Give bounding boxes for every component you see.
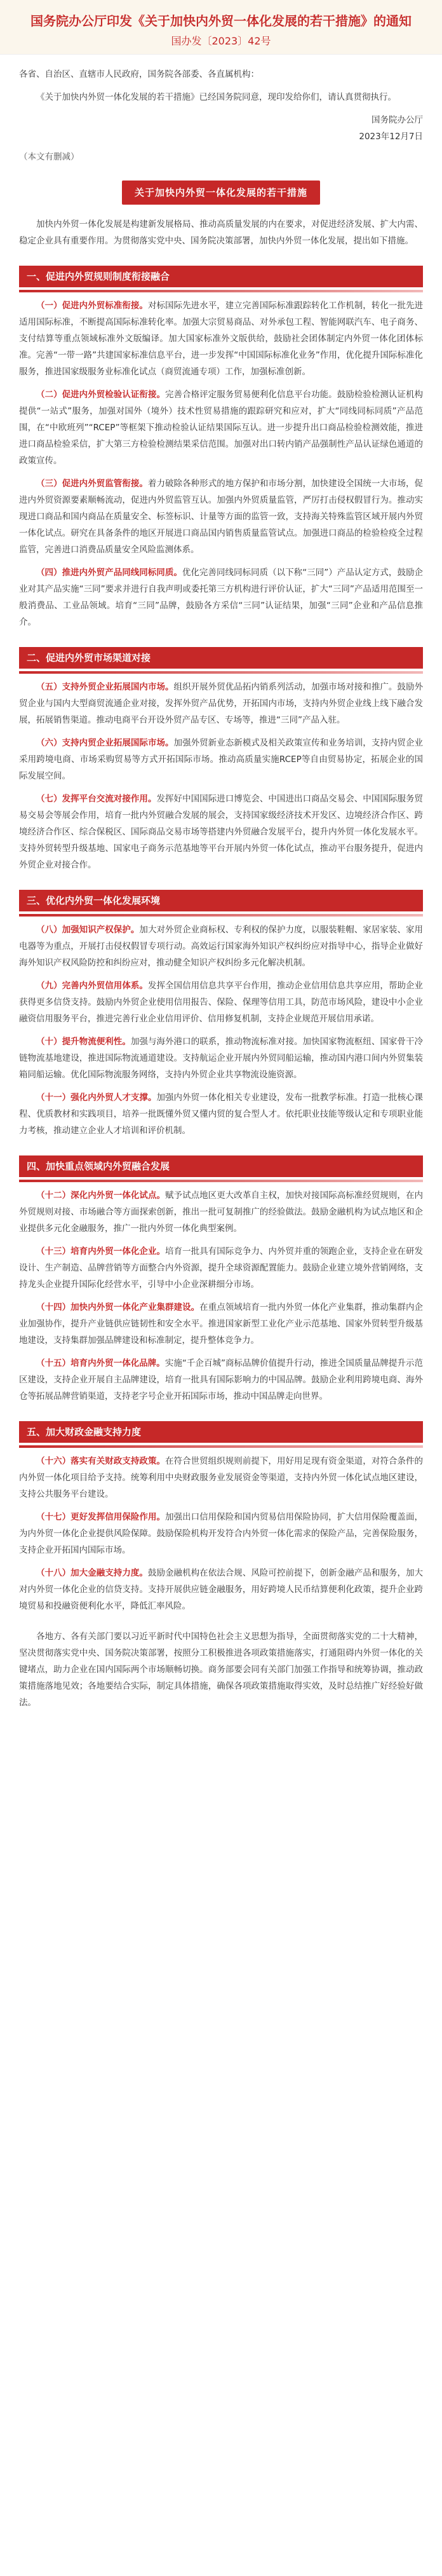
measure-text: 对标国际先进水平，建立完善国际标准跟踪转化工作机制，转化一批先进适用国际标准，不断提高国际标准转化率。加强大宗贸易商品、对外承包工程、智能网联汽车、电子商务、支付结算等重点领域标准外文版编译。加大国家标准外文版供给，鼓励社会团体制定内外贸一体化团体标准。完善“一带一路”共建国家标准信息平台，进一步发挥“中国国际标准化业务”作用，优化提升国际标准化服务，推进国家级服务业标准化试点（商贸流通专项）工作，加强标准创新。 <box>19 301 424 377</box>
measure-lead: （十七）更好发挥信用保险作用。 <box>36 1512 166 1522</box>
measure-lead: （一）促进内外贸标准衔接。 <box>36 301 148 311</box>
measures-title: 关于加快内外贸一体化发展的若干措施 <box>122 181 320 205</box>
abridged-note: （本文有删减） <box>19 152 79 162</box>
measure-item <box>19 1509 423 1558</box>
measure-item <box>19 735 423 784</box>
measures-title-wrap <box>19 181 423 205</box>
signer: 国务院办公厅 <box>372 115 423 125</box>
issue-date: 2023年12月7日 <box>359 132 423 142</box>
measure-text: 加强与海外港口的联系，推动物流标准对接。加快国家物流枢纽、国家骨干冷链物流基地建设，推进国际物流通道建设。支持航运企业开展内外贸同船运输，推动国内港口间内外贸集装箱同船运输。优化国际物流服务网络，支持内外贸企业共享物流设施资源。 <box>19 1037 423 1080</box>
measure-item <box>19 1299 423 1349</box>
measure-lead: （十三）培育内外贸一体化企业。 <box>36 1246 166 1257</box>
measure-text: 优化完善同线同标同质（以下称“三同”）产品认定方式，鼓励企业对其产品实施“三同”要求并进行自我声明或委托第三方机构进行评价认证，扩大“三同”产品适用范围至一般消费品、工业品领域。培育“三同”品牌，鼓励各方采信“三同”认证结果，加强“三同”企业和产品信息推介。 <box>19 568 423 627</box>
document-number: 国办发〔2023〕42号 <box>171 35 271 47</box>
section-heading: 一、促进内外贸规则制度衔接融合 <box>19 266 423 287</box>
measure-lead: （十八）加大金融支持力度。 <box>36 1568 148 1578</box>
measure-text: 培育一批具有国际竞争力、内外贸并重的领跑企业，支持企业在研发设计、生产制造、品牌营销等方面整合内外资源，提升全球资源配置能力。鼓励企业建立境外营销网络，支持龙头企业提升国际化经营水平，引导中小企业深耕细分市场。 <box>19 1246 424 1290</box>
measure-lead: （十四）加快内外贸一体化产业集群建设。 <box>36 1302 200 1312</box>
section-heading: 五、加大财政金融支持力度 <box>19 1421 423 1443</box>
measure-item <box>19 564 423 630</box>
measure-text: 加强内外贸一体化相关专业建设，发布一批教学标准。打造一批核心课程、优质教材和实践项目，培养一批既懂外贸又懂内贸的复合型人才。依托职业技能等级认定和专项职业能力考核，推动建立企业人才培训和评价机制。 <box>19 1093 424 1136</box>
section-3 <box>19 890 423 1139</box>
measure-item <box>19 1453 423 1503</box>
measure-item <box>19 978 423 1027</box>
measure-lead: （六）支持内贸企业拓展国际市场。 <box>36 738 174 748</box>
measure-item <box>19 1565 423 1614</box>
measure-lead: （九）完善内外贸信用体系。 <box>36 981 148 991</box>
measure-lead: （十二）深化内外贸一体化试点。 <box>36 1190 166 1201</box>
measure-text: 赋予试点地区更大改革自主权，加快对接国际高标准经贸规则，在内外贸规则对接、市场融合等方面探索创新，推出一批可复制推广的经验做法。鼓励金融机构为试点地区和企业提供多元化金融服务，推广一批内外贸一体化典型案例。 <box>19 1190 424 1234</box>
measure-lead: （十）提升物流便利性。 <box>36 1037 131 1047</box>
greeting: 各省、自治区、直辖市人民政府，国务院各部委、各直属机构： <box>19 69 259 79</box>
measure-text: 加大对外贸企业商标权、专利权的保护力度，以服装鞋帽、家居家装、家用电器等为重点，开展打击侵权假冒专项行动。高效运行国家海外知识产权纠纷应对指导中心，指导企业做好海外知识产权风险防控和纠纷应对，推动健全知识产权纠纷多元化解决机制。 <box>19 925 424 968</box>
measure-lead: （四）推进内外贸产品同线同标同质。 <box>36 568 182 578</box>
measure-text: 鼓励金融机构在依法合规、风险可控前提下，创新金融产品和服务，加大对内外贸一体化企业的信贷支持。支持开展供应链金融服务，用好跨境人民币结算便利化政策，提升企业跨境贸易和投融资便利化水平，降低汇率风险。 <box>19 1568 424 1611</box>
measure-text: 完善合格评定服务贸易便利化信息平台功能。鼓励检验检测认证机构提供“一站式”服务，加强对国外（境外）技术性贸易措施的跟踪研究和应对，扩大“同线同标同质”产品范围，在“中欧班列”“RCEP”等框架下推动检验认证结果国际互认。进一步提升出口商品检验检测效能，推进进口商品检验采信，扩大第三方检验检测结果采信范围。加强对出口转内销产品强制性产品认证绿色通道的政策宣传。 <box>19 390 424 466</box>
measure-text: 在符合世贸组织规则前提下，用好用足现有资金渠道，对符合条件的内外贸一体化项目给予支持。统筹利用中央财政服务业发展资金等渠道，支持内外贸一体化试点地区建设，支持公共服务平台建设。 <box>19 1456 424 1499</box>
measure-text: 组织开展外贸优品拓内销系列活动，加强市场对接和推广。鼓励外贸企业与国内大型商贸流通企业对接，发挥外贸产品优势，开拓国内市场，支持内外贸企业线上线下融合发展，拓展销售渠道。推动电商平台开设外贸产品专区、专场等，推进“三同”产品入驻。 <box>19 682 424 725</box>
measure-lead: （十一）强化内外贸人才支撑。 <box>36 1093 157 1103</box>
measure-text: 加强出口信用保险和国内贸易信用保险协同，扩大信用保险覆盖面，为内外贸一体化企业提供风险保障。鼓励保险机构开发符合内外贸一体化需求的保险产品，完善保险服务，支持企业开拓国内国际市场。 <box>19 1512 424 1555</box>
measure-item <box>19 386 423 469</box>
measure-item <box>19 679 423 728</box>
measure-item <box>19 297 423 380</box>
measure-item <box>19 1355 423 1405</box>
measure-text: 加强外贸新业态新模式及相关政策宣传和业务培训，支持内贸企业采用跨境电商、市场采购贸易等方式开拓国际市场。推动高质量实施RCEP等自由贸易协定，拓展企业的国际发展空间。 <box>19 738 424 781</box>
measure-text: 发挥好中国国际进口博览会、中国进出口商品交易会、中国国际服务贸易交易会等展会作用，培育一批内外贸融合发展的展会，支持国家级经济技术开发区、边境经济合作区、跨境经济合作区、综合保税区、国际商品交易市场等搭建内外贸融合发展平台，提升内外贸一体化发展水平。支持外贸转型升级基地、国家电子商务示范基地等平台开展内外贸一体化试点，推动平台服务提升，促进内外贸企业对接合作。 <box>19 794 424 870</box>
measure-text: 实施“千企百城”商标品牌价值提升行动，推进全国质量品牌提升示范区建设，支持企业开展自主品牌建设，培育一批具有国际影响力的中国品牌。鼓励企业利用跨境电商、海外仓等拓展品牌营销渠道，支持老字号企业开拓国际市场，推动中国品牌走向世界。 <box>19 1358 423 1401</box>
measure-lead: （二）促进内外贸检验认证衔接。 <box>36 390 166 400</box>
measure-item <box>19 791 423 873</box>
section-heading: 二、促进内外贸市场渠道对接 <box>19 647 423 669</box>
measure-item <box>19 475 423 558</box>
document-body <box>0 55 442 1711</box>
section-2 <box>19 647 423 873</box>
section-heading: 三、优化内外贸一体化发展环境 <box>19 890 423 911</box>
measure-lead: （七）发挥平台交流对接作用。 <box>36 794 157 804</box>
measure-lead: （五）支持外贸企业拓展国内市场。 <box>36 682 174 692</box>
section-4 <box>19 1155 423 1405</box>
measure-item <box>19 1243 423 1293</box>
document-header <box>0 0 442 55</box>
measure-lead: （八）加强知识产权保护。 <box>36 925 140 935</box>
section-heading: 四、加快重点领域内外贸融合发展 <box>19 1155 423 1177</box>
measure-lead: （三）促进内外贸监管衔接。 <box>36 479 148 489</box>
document-title: 国务院办公厅印发《关于加快内外贸一体化发展的若干措施》的通知 <box>30 13 412 29</box>
section-5 <box>19 1421 423 1614</box>
section-1 <box>19 266 423 630</box>
measure-item <box>19 922 423 971</box>
measure-lead: （十五）培育内外贸一体化品牌。 <box>36 1358 165 1368</box>
closing-paragraph: 各地方、各有关部门要以习近平新时代中国特色社会主义思想为指导，全面贯彻落实党的二十大精神，坚决贯彻落实党中央、国务院决策部署，按照分工积极推进各项政策措施落实，打通阻碍内外贸一体化的关键堵点，助力企业在国内国际两个市场顺畅切换。商务部要会同有关部门加强工作指导和统筹协调，推动政策措施落地见效；各地要结合实际，制定具体措施，确保各项政策措施取得实效，及时总结推广好经验好做法。 <box>19 1632 423 1708</box>
measure-item <box>19 1033 423 1083</box>
measure-text: 着力破除各种形式的地方保护和市场分割，加快建设全国统一大市场，促进内外贸资源要素顺畅流动，促进内外贸监管互认。加强内外贸质量监管，严厉打击侵权假冒行为。推动实现进口商品和国内商品在质量安全、标签标识、计量等方面的监管一致，支持海关特殊监管区域开展内外贸一体化试点。研究在具备条件的地区开展进口商品国内销售质量监管试点。加强进口商品的检验检疫全过程监管，完善进口消费品质量安全风险监测体系。 <box>19 479 424 555</box>
measure-lead: （十六）落实有关财政支持政策。 <box>36 1456 166 1466</box>
intro-paragraph: 加快内外贸一体化发展是构建新发展格局、推动高质量发展的内在要求，对促进经济发展、扩大内需、稳定企业具有重要作用。为贯彻落实党中央、国务院决策部署，加快内外贸一体化发展，提出如下措施。 <box>19 219 423 246</box>
measure-item <box>19 1187 423 1237</box>
measure-item <box>19 1089 423 1139</box>
measure-text: 在重点领域培育一批内外贸一体化产业集群，推动集群内企业加强协作，提升产业链供应链韧性和安全水平。推进国家新型工业化产业示范基地、国家外贸转型升级基地建设，支持集群加强品牌建设和标准制定，提升整体竞争力。 <box>19 1302 424 1346</box>
measure-text: 发挥全国信用信息共享平台作用，推动企业信用信息共享应用，帮助企业获得更多信贷支持。鼓励内外贸企业使用信用报告、保险、保理等信用工具，防范市场风险，建设中小企业融资信用服务平台，推进完善行业企业信用评价、信用修复机制，支持企业规范开展信用承诺。 <box>19 981 424 1024</box>
notice-body: 《关于加快内外贸一体化发展的若干措施》已经国务院同意，现印发给你们，请认真贯彻执行。 <box>36 92 396 102</box>
